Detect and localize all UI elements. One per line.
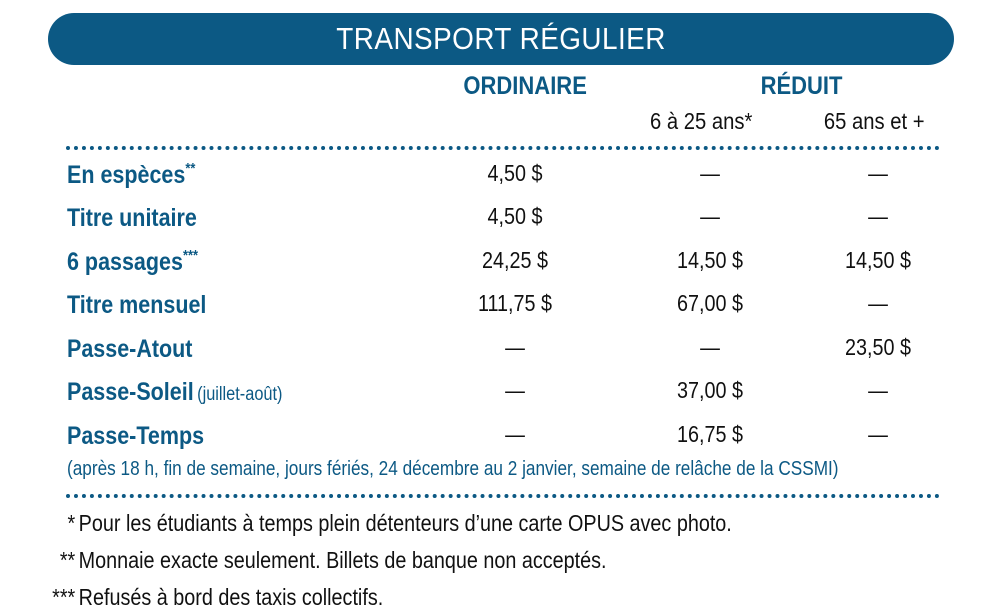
- row-label: [67, 377, 282, 407]
- price-reduit-65-plus: 23,50 $: [844, 334, 912, 360]
- fare-name: En espèces: [67, 161, 186, 189]
- price-reduit-65-plus: —: [868, 203, 888, 229]
- divider-bottom: [66, 494, 940, 498]
- price-reduit-65-plus: —: [868, 421, 888, 447]
- column-subheader-65-plus: 65 ans et +: [823, 108, 925, 134]
- fare-name: Passe-Temps: [67, 422, 205, 450]
- price-reduit-65-plus: —: [868, 377, 888, 403]
- price-ordinaire: 4,50 $: [487, 203, 543, 229]
- footnote-mark: **: [59, 547, 76, 573]
- price-reduit-6-25: —: [700, 203, 720, 229]
- price-reduit-65-plus: —: [868, 290, 888, 316]
- fare-name: Passe-Atout: [67, 335, 193, 363]
- fare-note: (juillet-août): [197, 384, 283, 405]
- table-row: [0, 160, 982, 200]
- footnote-mark: *: [67, 510, 76, 536]
- footnote: [46, 584, 383, 611]
- row-label: [67, 290, 210, 320]
- table-row: [0, 421, 982, 461]
- row-label: [67, 334, 196, 364]
- footnote: [46, 510, 732, 537]
- footnote-mark: **: [185, 160, 196, 177]
- price-ordinaire: 24,25 $: [481, 247, 549, 273]
- price-ordinaire: —: [505, 334, 525, 360]
- passe-temps-periods: (après 18 h, fin de semaine, jours fériés, 24 décembre au 2 janvier, semaine de relâche de la CSSMI): [67, 458, 839, 480]
- price-reduit-6-25: 37,00 $: [676, 377, 744, 403]
- price-ordinaire: —: [505, 421, 525, 447]
- price-ordinaire: 111,75 $: [477, 290, 553, 316]
- row-label: [67, 421, 207, 451]
- divider-top: [66, 146, 940, 150]
- fare-name: Titre unitaire: [67, 204, 197, 232]
- page-title: TRANSPORT RÉGULIER: [336, 21, 666, 56]
- price-ordinaire: —: [505, 377, 525, 403]
- price-reduit-65-plus: —: [868, 160, 888, 186]
- fare-name: 6 passages: [67, 248, 183, 276]
- price-reduit-6-25: —: [700, 160, 720, 186]
- price-reduit-65-plus: 14,50 $: [844, 247, 912, 273]
- footnote-mark: ***: [52, 584, 76, 610]
- price-reduit-6-25: —: [700, 334, 720, 360]
- row-label: [67, 247, 201, 277]
- footnote-text: Refusés à bord des taxis collectifs.: [78, 584, 384, 610]
- fare-name: Passe-Soleil: [67, 378, 194, 406]
- footnote-mark: ***: [182, 247, 199, 264]
- table-row: [0, 290, 982, 330]
- row-label: [67, 203, 200, 233]
- price-ordinaire: 4,50 $: [487, 160, 543, 186]
- footnote-text: Pour les étudiants à temps plein détenteurs d’une carte OPUS avec photo.: [78, 510, 732, 536]
- title-banner: [48, 13, 954, 65]
- footnote-text: Monnaie exacte seulement. Billets de banque non acceptés.: [78, 547, 607, 573]
- table-row: [0, 334, 982, 374]
- footnote: [46, 547, 606, 574]
- column-header-reduit: RÉDUIT: [760, 72, 843, 100]
- column-header-ordinaire: ORDINAIRE: [463, 72, 587, 100]
- fare-name: Titre mensuel: [67, 291, 207, 319]
- price-reduit-6-25: 14,50 $: [676, 247, 744, 273]
- price-reduit-6-25: 16,75 $: [676, 421, 744, 447]
- price-reduit-6-25: 67,00 $: [676, 290, 744, 316]
- column-subheader-6-25: 6 à 25 ans*: [649, 108, 753, 134]
- table-row: [0, 377, 982, 417]
- row-label: [67, 160, 199, 190]
- table-row: [0, 247, 982, 287]
- table-row: [0, 203, 982, 243]
